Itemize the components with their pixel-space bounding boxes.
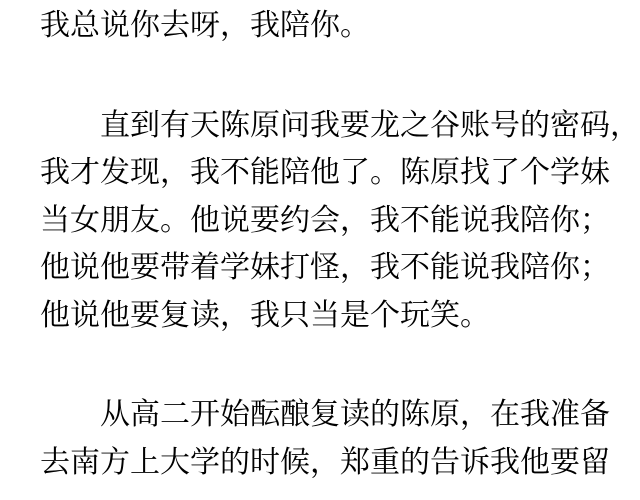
- text-line: 我才发现，我不能陪他了。陈原找了个学妹: [40, 155, 610, 190]
- text-line: 当女朋友。他说要约会，我不能说我陪你；: [40, 202, 610, 238]
- article-text: [40, 2, 640, 486]
- paragraph-1: [40, 2, 610, 50]
- text-line: 从高二开始酝酿复读的陈原，在我准备: [100, 397, 610, 432]
- text-line: 去南方上大学的时候，郑重的告诉我他要留: [40, 444, 610, 480]
- paragraph-3: [40, 391, 610, 486]
- text-line: 他说他要复读，我只当是个玩笑。: [40, 297, 490, 333]
- text-line: 他说他要带着学妹打怪，我不能说我陪你；: [40, 250, 610, 285]
- text-line: 我总说你去呀，我陪你。: [40, 8, 370, 43]
- text-line: 直到有天陈原问我要龙之谷账号的密码，: [100, 107, 640, 143]
- paragraph-2: [40, 102, 640, 340]
